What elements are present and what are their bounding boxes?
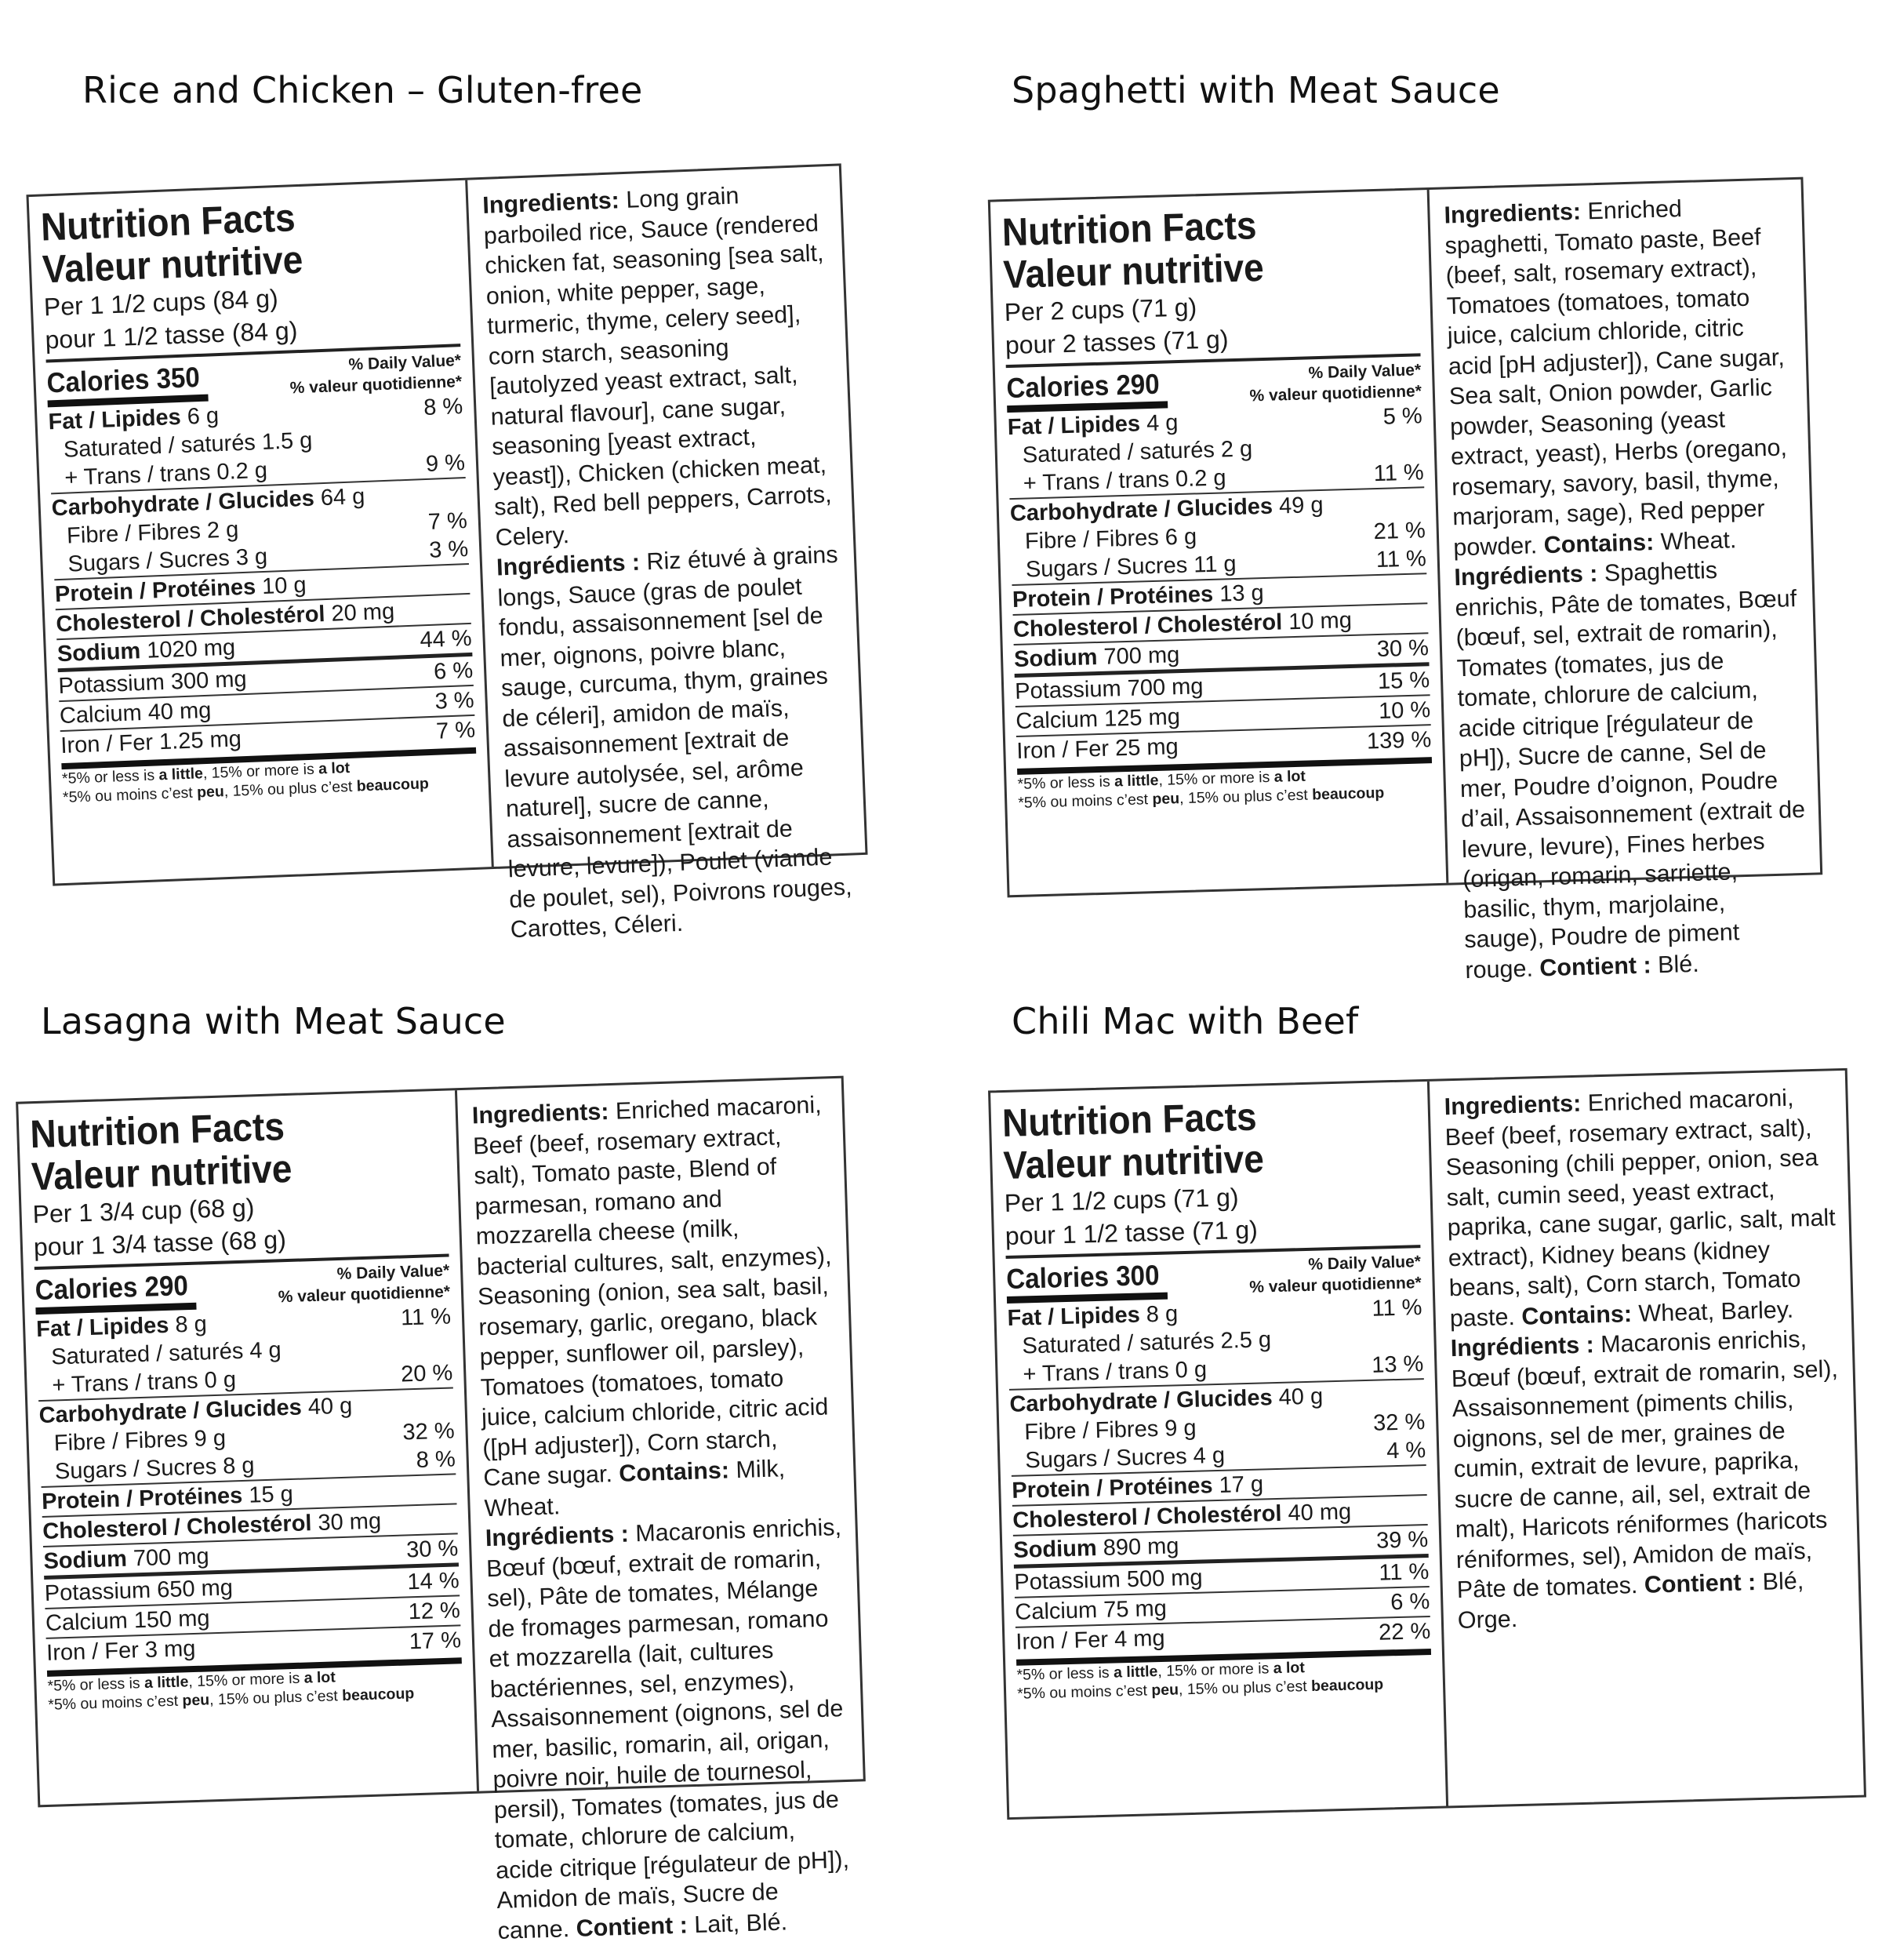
serving-size-fr: pour 1 1/2 tasse (71 g) [1005,1215,1259,1250]
potassium-row: Potassium 500 mg 11 % [1014,1554,1430,1597]
cholesterol-row: Cholesterol / Cholestérol 40 mg [1012,1494,1428,1535]
serving-size-en: Per 1 3/4 cup (68 g) [32,1193,255,1229]
nutrition-facts-panel [29,180,494,884]
trans-fat-row: + Trans / trans 0.2 g 11 % [1023,460,1425,496]
saturated-fat-row: Saturated / saturés 4 g [50,1337,282,1370]
footnote-en: *5% or less is a little, 15% or more is a lot [61,758,351,788]
cholesterol-row: Cholesterol / Cholestérol 10 mg [1013,602,1429,644]
footnote-fr: *5% ou moins c’est peu, 15% ou plus c’est beaucoup [1017,784,1385,812]
saturated-fat-row: Saturated / saturés 1.5 g [63,427,313,463]
sugars-row: Sugars / Sucres 11 g 11 % [1025,546,1427,583]
trans-fat-row: + Trans / trans 0 g 13 % [1023,1351,1424,1387]
calories: Calories 290 [1005,367,1161,405]
iron-row: Iron / Fer 25 mg 139 % [1016,724,1432,765]
product-title-chili-mac: Chili Mac with Beef [1012,1000,1359,1042]
calories: Calories 300 [1005,1258,1160,1295]
ingredients-fr: Ingrédients : Spaghettis enrichis, Pâte de tomates, Bœuf (bœuf, sel, extrait de romarin), Tomates (tomates, jus de tomate, chlorure de calcium, acide citrique [régulateur de pH]), Sucre de canne, Sel de mer, Poudre d’oignon, Poudre d’ail, Assaisonnement (extrait de levure, levure), Fines herbes (origan, romarin, sarriette, basilic, thym, marjolaine, sauge), Poudre de piment rouge. Contient : Blé. [1453,556,1806,984]
ingredients-panel [1430,180,1820,984]
potassium-row: Potassium 700 mg 15 % [1015,662,1430,706]
carbohydrate-row: Carbohydrate / Glucides 40 g [1009,1378,1425,1419]
daily-value-header: % Daily Value* % valeur quotidienne* [1249,361,1422,405]
carbohydrate-row: Carbohydrate / Glucides 40 g [38,1387,454,1430]
product-title-spaghetti: Spaghetti with Meat Sauce [1012,69,1500,111]
fat-row: Fat / Lipides 4 g 5 % [1007,403,1423,441]
fat-row: Fat / Lipides 6 g 8 % [47,394,463,435]
cholesterol-row: Cholesterol / Cholestérol 30 mg [42,1503,458,1546]
footnote-en: *5% or less is a little, 15% or more is a lot [1016,1659,1306,1684]
serving-size-fr: pour 1 3/4 tasse (68 g) [33,1225,287,1262]
fat-row: Fat / Lipides 8 g 11 % [35,1304,452,1343]
label-spaghetti [988,177,1822,984]
ingredients-en: Ingredients: Long grain parboiled rice, Sauce (rendered chicken fat, seasoning [sea salt, onion, white pepper, sage, turmeric, thyme, celery seed], corn starch, seasoning [autolyzed yeast extract, salt, natural flavour], cane sugar, seasoning [yeast extract, yeast]), Chicken (chicken meat, salt), Red bell peppers, Carrots, Celery. [481,182,833,551]
trans-fat-row: + Trans / trans 0.2 g 9 % [64,450,466,491]
daily-value-header: % Daily Value* % valeur quotidienne* [289,351,463,398]
valeur-nutritive-heading: Valeur nutritive [42,237,304,292]
footnote-fr: *5% ou moins c’est peu, 15% ou plus c’est beaucoup [1016,1675,1384,1703]
potassium-row: Potassium 650 mg 14 % [44,1562,460,1608]
ingredients-fr: Ingrédients : Riz étuvé à grains longs, Sauce (gras de poulet fondu, assaisonnement [sel de mer, oignons, poivre blanc, sauge, curcuma, thym, graines de céleri], amidon de maïs, assaisonnement [extrait de levure autolysée, sel, arôme naturel], sucre de canne, assaisonnement [extrait de levure, levure]), Poulet (viande de poulet, sel), Poivrons rouges, Carottes, Céleri. [496,540,853,944]
valeur-nutritive-heading: Valeur nutritive [1002,245,1265,297]
valeur-nutritive-heading: Valeur nutritive [31,1146,293,1199]
ingredients-fr: Ingrédients : Macaronis enrichis, Bœuf (bœuf, extrait de romarin, sel), Assaisonnement (piments chilis, oignons, sel de mer, graines de cumin, extrait de levure, paprika, sucre de canne, ail, sel, extrait de malt), Haricots réniformes (haricots réniformes, sel), Amidon de maïs, Pâte de tomates. Contient : Blé, Orge. [1450,1325,1839,1634]
iron-row: Iron / Fer 4 mg 22 % [1015,1616,1431,1656]
sugars-row: Sugars / Sucres 8 g 8 % [54,1446,456,1485]
footnote-en: *5% or less is a little, 15% or more is a lot [1017,767,1306,793]
ingredients-en: Ingredients: Enriched macaroni, Beef (beef, rosemary extract, salt), Tomato paste, Blend of parmesan, romano and mozzarella cheese (milk, bacterial cultures, salt, enzymes), Seasoning (onion, sea salt, basil, rosemary, garlic, oregano, black pepper, sunflower oil, parsley), Tomatoes (tomatoes, tomato juice, calcium chloride, citric acid ([pH adjuster]), Corn starch, Cane sugar. Contains: Milk, Wheat. [471,1091,832,1522]
serving-size-en: Per 1 1/2 cups (84 g) [43,284,279,322]
serving-size-fr: pour 1 1/2 tasse (84 g) [44,316,299,355]
ingredients-panel [467,165,865,944]
sodium-row: Sodium 890 mg 39 % [1013,1524,1429,1565]
nutrition-facts-heading: Nutrition Facts [1001,203,1258,255]
daily-value-header: % Daily Value* % valeur quotidienne* [278,1261,451,1307]
fibre-row: Fibre / Fibres 9 g 32 % [53,1418,456,1456]
saturated-fat-row: Saturated / saturés 2 g [1022,436,1253,468]
valeur-nutritive-heading: Valeur nutritive [1002,1136,1265,1188]
protein-row: Protein / Protéines 17 g [1012,1464,1427,1505]
iron-row: Iron / Fer 1.25 mg 7 % [60,715,476,760]
ingredients-fr: Ingrédients : Macaronis enrichis, Bœuf (bœuf, extrait de romarin, sel), Pâte de tomates, Mélange de fromages parmesan, romano et mozzarella (lait, cultures bactériennes, sel, enzymes), Assaisonnement (oignons, sel de mer, basilic, romarin, ail, origan, poivre noir, huile de tournesol, persil), Tomates (tomates, jus de tomate, chlorure de calcium, acide citrique [régulateur de pH]), Amidon de maïs, Sucre de canne. Contient : Lait, Blé. [485,1514,850,1944]
sodium-row: Sodium 700 mg 30 % [1014,632,1430,674]
calcium-row: Calcium 150 mg 12 % [45,1595,460,1638]
ingredients-panel [1430,1071,1864,1806]
cholesterol-row: Cholesterol / Cholestérol 20 mg [56,593,471,638]
fat-row: Fat / Lipides 8 g 11 % [1007,1295,1422,1331]
ingredients-panel [457,1078,863,1944]
protein-row: Protein / Protéines 10 g [54,563,470,609]
calories: Calories 350 [45,360,201,399]
iron-row: Iron / Fer 3 mg 17 % [46,1624,462,1667]
carbohydrate-row: Carbohydrate / Glucides 64 g [51,477,467,522]
footnote-fr: *5% ou moins c’est peu, 15% ou plus c’est beaucoup [47,1685,415,1714]
footnote-fr: *5% ou moins c’est peu, 15% ou plus c’est beaucoup [62,775,430,807]
nutrition-facts-heading: Nutrition Facts [1001,1094,1258,1146]
label-chili-mac [988,1068,1866,1820]
calories: Calories 290 [35,1269,189,1307]
sugars-row: Sugars / Sucres 4 g 4 % [1024,1438,1426,1474]
nutrition-facts-heading: Nutrition Facts [39,195,296,249]
serving-size-fr: pour 2 tasses (71 g) [1005,325,1229,360]
sodium-row: Sodium 1020 mg 44 % [56,623,472,668]
serving-size-en: Per 2 cups (71 g) [1004,293,1197,327]
ingredients-en: Ingredients: Enriched spaghetti, Tomato paste, Beef (beef, salt, rosemary extract), Tomatoes (tomatoes, tomato juice, calcium chloride, citric acid [pH adjuster]), Cane sugar, Sea salt, Onion powder, Garlic powder, Seasoning (yeast extract, yeast), Herbs (oregano, rosemary, savory, basil, thyme, marjoram, sage), Red pepper powder. Contains: Wheat. [1444,195,1788,561]
fibre-row: Fibre / Fibres 2 g 7 % [66,508,468,549]
nutrition-facts-panel [990,190,1448,895]
trans-fat-row: + Trans / trans 0 g 20 % [52,1360,453,1398]
protein-row: Protein / Protéines 15 g [42,1473,457,1516]
nutrition-facts-panel [990,1082,1448,1817]
ingredients-en: Ingredients: Enriched macaroni, Beef (beef, rosemary extract, salt), Seasoning (chili pepper, onion, sea salt, cumin seed, yeast extract, paprika, cane sugar, garlic, salt, malt extract), Kidney beans (kidney beans, salt), Corn starch, Tomato paste. Contains: Wheat, Barley. [1444,1084,1837,1332]
nutrition-facts-heading: Nutrition Facts [29,1104,285,1157]
label-rice-chicken [26,163,867,944]
daily-value-header: % Daily Value* % valeur quotidienne* [1249,1253,1422,1296]
potassium-row: Potassium 300 mg 6 % [58,653,474,700]
serving-size-en: Per 1 1/2 cups (71 g) [1004,1183,1239,1218]
calcium-row: Calcium 75 mg 6 % [1015,1586,1430,1627]
sugars-row: Sugars / Sucres 3 g 3 % [67,536,469,577]
fibre-row: Fibre / Fibres 9 g 32 % [1024,1409,1426,1445]
sodium-row: Sodium 700 mg 30 % [43,1533,459,1576]
saturated-fat-row: Saturated / saturés 2.5 g [1022,1327,1272,1359]
calcium-row: Calcium 40 mg 3 % [59,685,474,730]
product-title-lasagna: Lasagna with Meat Sauce [41,1000,506,1042]
carbohydrate-row: Carbohydrate / Glucides 49 g [1009,486,1425,528]
footnote-en: *5% or less is a little, 15% or more is a lot [47,1668,336,1695]
fibre-row: Fibre / Fibres 6 g 21 % [1024,518,1426,555]
product-title-rice-chicken: Rice and Chicken – Gluten-free [82,69,643,111]
calcium-row: Calcium 125 mg 10 % [1015,694,1431,736]
nutrition-facts-panel [18,1090,479,1805]
label-lasagna [16,1076,866,1944]
protein-row: Protein / Protéines 13 g [1012,573,1427,614]
